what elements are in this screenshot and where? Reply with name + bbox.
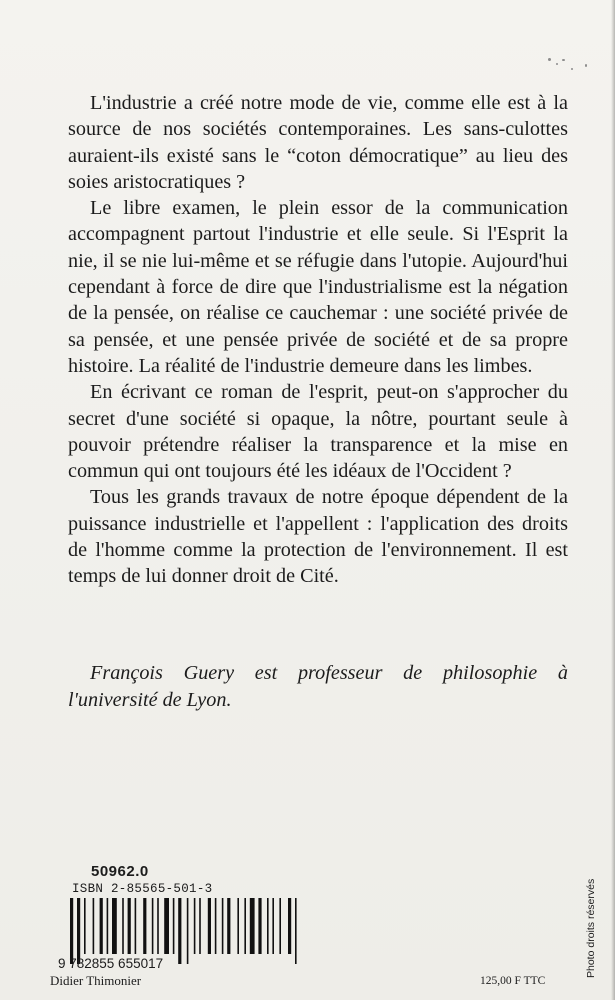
barcode-bar bbox=[143, 898, 146, 954]
barcode-digits: 9 782855 655017 bbox=[58, 956, 164, 970]
print-speck bbox=[556, 63, 558, 65]
barcode-bar bbox=[152, 898, 154, 954]
print-speck bbox=[562, 59, 565, 61]
print-speck bbox=[585, 64, 587, 67]
barcode-bar bbox=[70, 898, 73, 964]
barcode-bar bbox=[157, 898, 159, 954]
blurb-paragraph: En écrivant ce roman de l'esprit, peut-on s'approcher du secret d'une société si opaque, la nôtre, pourtant seule à pouvoir prétendre réaliser la transparence et la mise en commun qui ont toujours été les idéaux de l'Occident ? bbox=[68, 381, 568, 483]
barcode-bar bbox=[250, 898, 255, 954]
barcode-bar bbox=[77, 898, 80, 964]
barcode bbox=[58, 898, 322, 970]
barcode-bar bbox=[128, 898, 131, 954]
barcode-bar bbox=[227, 898, 230, 954]
barcode-bar bbox=[112, 898, 117, 954]
blurb-paragraph: Le libre examen, le plein essor de la communication accompagnent partout l'industrie et elle seule. Si l'Esprit la nie, il se nie lui-même et se réfugie dans l'utopie. Aujourd'hui cependant à force de dire que l'industrialisme est la négation de la pensée, on réalise ce cauchemar : une société privée de sa pensée, et une pensée privée de société et de sa propre histoire. La réalité de l'industrie demeure dans les limbes. bbox=[68, 197, 568, 377]
barcode-bar bbox=[199, 898, 201, 954]
barcode-bar bbox=[244, 898, 246, 954]
barcode-bar bbox=[237, 898, 239, 954]
print-speck bbox=[548, 58, 551, 61]
barcode-bar bbox=[288, 898, 291, 954]
barcode-bar bbox=[267, 898, 269, 954]
blurb-paragraph: L'industrie a créé notre mode de vie, comme elle est à la source de nos sociétés contemporaines. Les sans-culottes auraient-ils existé sans le “coton démocratique” au lieu des soies aristocratiques ? bbox=[68, 92, 568, 193]
barcode-bar bbox=[258, 898, 261, 954]
barcode-bar bbox=[178, 898, 181, 964]
publisher-name: Didier Thimonier bbox=[50, 973, 142, 988]
price-label: 125,00 F TTC bbox=[480, 975, 546, 987]
blurb-text bbox=[68, 90, 568, 590]
page-edge-shadow bbox=[611, 0, 615, 1000]
isbn-label: ISBN 2-85565-501-3 bbox=[72, 882, 213, 896]
barcode-bar bbox=[208, 898, 211, 954]
barcode-bar bbox=[215, 898, 217, 954]
catalog-code: 50962.0 bbox=[91, 863, 149, 880]
barcode-bar bbox=[107, 898, 109, 954]
blurb-paragraph: Tous les grands travaux de notre époque dépendent de la puissance industrielle et l'appellent : l'application des droits de l'homme comme la protection de l'environnement. Il est temps de lui donner droit de Cité. bbox=[68, 486, 568, 588]
barcode-bar bbox=[84, 898, 86, 954]
barcode-bar bbox=[100, 898, 103, 954]
barcode-bar bbox=[187, 898, 189, 964]
barcode-bar bbox=[194, 898, 196, 954]
barcode-graphic bbox=[58, 898, 322, 970]
barcode-bar bbox=[173, 898, 175, 954]
barcode-bar bbox=[122, 898, 124, 954]
barcode-bar bbox=[222, 898, 224, 954]
barcode-bar bbox=[279, 898, 281, 954]
barcode-bar bbox=[93, 898, 95, 954]
photo-credit: Photo droits réservés bbox=[585, 878, 597, 978]
barcode-bar bbox=[295, 898, 297, 964]
print-speck bbox=[571, 68, 573, 70]
author-note: François Guery est professeur de philosophie à l'université de Lyon. bbox=[68, 662, 568, 711]
barcode-bar bbox=[135, 898, 137, 954]
barcode-bar bbox=[272, 898, 274, 954]
barcode-bar bbox=[164, 898, 169, 954]
